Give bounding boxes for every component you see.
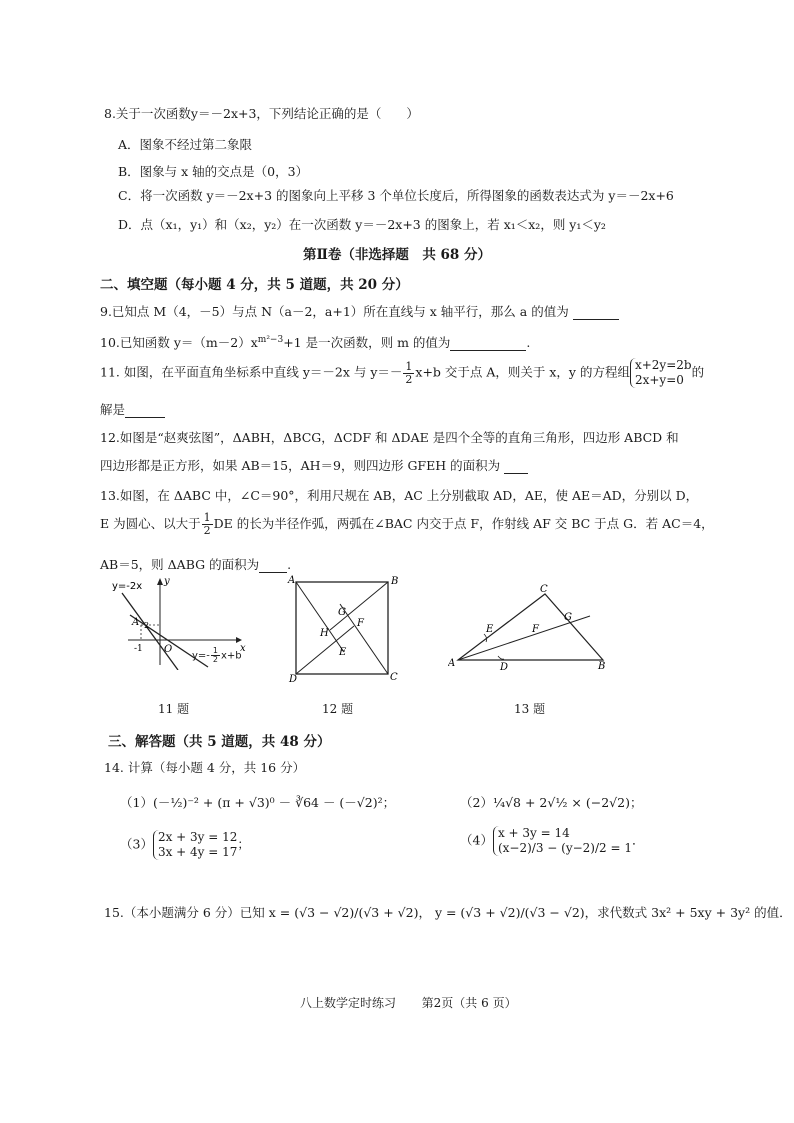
f12-label-h: H <box>320 628 329 639</box>
f12-label-g: G <box>338 607 346 618</box>
q14-title: 14. 计算（每小题 4 分，共 16 分） <box>104 760 306 775</box>
q13-fraction: $\frac{1}{2}$ <box>203 511 211 537</box>
f13-label-b: B <box>598 661 606 670</box>
q14-part4-system: x + 3y = 14 (x−2)/3 − (y−2)/2 = 1 <box>493 826 632 856</box>
q8-option-b: B．图象与 x 轴的交点是（0，3） <box>118 164 309 179</box>
q15-post: ，求代数式 3x² + 5xy + 3y² 的值． <box>584 905 792 920</box>
f11-label-m1: -1 <box>134 644 143 654</box>
f12-label-e: E <box>339 647 347 658</box>
q15-x: x = (√3 − √2)/(√3 + √2) <box>268 905 419 920</box>
q13-line2-post: DE 的长为半径作弧，两弧在∠BAC 内交于点 F，作射线 AF 交 BC 于点 G．若 AC＝4， <box>213 516 714 531</box>
f12-label-b: B <box>391 576 399 587</box>
q11-answer-label: 解是 <box>100 402 126 417</box>
f13-label-f: F <box>532 624 539 635</box>
f11-label-a: A <box>132 617 140 628</box>
q8-option-c: C．将一次函数 y＝－2x+3 的图象向上平移 3 个单位长度后，所得图象的函数表达式为 y＝－2x+6 <box>118 188 674 203</box>
q10-post: +1 是一次函数，则 m 的值为 <box>283 335 451 350</box>
q13-line3: AB＝5，则 ΔABG 的面积为 . <box>100 557 292 572</box>
q14-part3-label: （3） <box>120 836 153 852</box>
q10-exponent: m²−3 <box>257 334 284 345</box>
f12-label-a: A <box>288 575 296 586</box>
figure-12 <box>284 574 404 684</box>
f11-label-o: O <box>164 644 173 655</box>
footer <box>300 994 517 1011</box>
f13-label-c: C <box>540 584 548 595</box>
f13-label-d: D <box>500 662 509 670</box>
q11-tail: 的 <box>691 364 705 380</box>
q12-answer-blank <box>504 473 528 474</box>
f13-caption: 13 题 <box>514 702 546 716</box>
figure-13 <box>448 580 618 670</box>
f11-label-eq2: y=- $\frac{1}{2}$ x+b <box>192 646 242 664</box>
q9-answer-blank <box>573 319 619 320</box>
f13-triangle-abc <box>458 594 603 660</box>
q14-part4-label: （4） <box>460 832 493 848</box>
f11-label-eq1: y=-2x <box>112 581 143 592</box>
q10-pre: 10.已知函数 y＝（m－2）x <box>100 335 258 350</box>
q11-mid: x+b 交于点 A，则关于 x，y 的方程组 <box>415 364 630 380</box>
q10-text <box>100 333 530 351</box>
footer-left: 八上数学定时练习 <box>300 996 397 1010</box>
q15-text: 15.（本小题满分 6 分）已知 x = (√3 − √2)/(√3 + √2)， y = (√3 + √2)/(√3 − √2)，求代数式 3x² + 5xy + 3y² 的值． <box>104 905 792 920</box>
q15-y: y = (√3 + √2)/(√3 − √2) <box>434 905 585 920</box>
q13-answer-blank <box>259 572 287 573</box>
q14-part3-system: 2x + 3y = 12 3x + 4y = 17 <box>153 830 237 860</box>
f13-label-e: E <box>486 624 494 635</box>
section2-title: 二、填空题（每小题 4 分，共 5 道题，共 20 分） <box>100 277 409 293</box>
f12-outer-square <box>296 582 388 674</box>
q8-option-d: D．点（x₁，y₁）和（x₂，y₂）在一次函数 y＝－2x+3 的图象上，若 x₁＜x₂，则 y₁＜y₂ <box>118 217 606 232</box>
q14-part4: （4） x + 3y = 14 (x−2)/3 − (y−2)/2 = 1 ． <box>460 826 645 855</box>
q13-line3-text: AB＝5，则 ΔABG 的面积为 <box>100 557 260 572</box>
q11-system: x+2y=2b 2x+y=0 <box>630 358 692 388</box>
part2-title: 第Ⅱ卷（非选择题 共 68 分） <box>302 247 492 263</box>
q14-part1: （1）(－½)⁻² + (π + √3)⁰ － ∛64 － (－√2)²； <box>120 795 396 810</box>
f12-label-d: D <box>289 674 298 684</box>
f11-label-x: x <box>240 643 246 654</box>
q8-option-a: A．图象不经过第二象限 <box>118 137 253 152</box>
f13-label-a: A <box>448 658 456 669</box>
q13-line2 <box>100 512 714 537</box>
q11-text <box>100 358 704 388</box>
q8-stem: 8.关于一次函数y＝－2x+3，下列结论正确的是（ ） <box>104 106 419 121</box>
q14-part2: （2）¼√8 + 2√½ × (−2√2)； <box>460 795 643 810</box>
f12-caption: 12 题 <box>322 702 354 716</box>
q12-line2 <box>100 456 528 474</box>
q9-text <box>100 302 619 320</box>
q11-answer-line <box>100 400 165 418</box>
footer-right: 第2页（共 6 页） <box>421 996 517 1010</box>
f11-y-arrow <box>157 578 163 585</box>
f13-arc-d <box>498 656 504 659</box>
q11-fraction: $\frac{1}{2}$ <box>405 359 413 386</box>
q13-line1: 13.如图，在 ΔABC 中，∠C＝90°，利用尺规在 AB，AC 上分别截取 AD，AE，使 AE＝AD，分别以 D， <box>100 488 699 503</box>
q10-answer-blank <box>450 350 526 351</box>
f11-line-y-neg2x <box>122 593 178 670</box>
f13-label-g: G <box>564 612 572 623</box>
q13-line2-pre: E 为圆心、以大于 <box>100 516 201 531</box>
f13-arc-e <box>484 634 487 642</box>
f12-line-a <box>296 582 344 652</box>
f12-label-f: F <box>357 618 364 629</box>
f12-label-c: C <box>390 672 398 683</box>
section3-title: 三、解答题（共 5 道题，共 48 分） <box>108 734 331 750</box>
q11-pre: 11. 如图，在平面直角坐标系中直线 y＝－2x 与 y＝－ <box>100 364 403 380</box>
q12-line1: 12.如图是“赵爽弦图”，ΔABH，ΔBCG，ΔCDF 和 ΔDAE 是四个全等的直角三角形，四边形 ABCD 和 <box>100 430 679 445</box>
f11-caption: 11 题 <box>158 702 190 716</box>
f11-label-y: y <box>164 576 170 587</box>
f12-line-c <box>340 604 388 674</box>
q11-answer-blank <box>125 417 165 418</box>
q12-line2-text: 四边形都是正方形，如果 AB＝15，AH＝9，则四边形 GFEH 的面积为 <box>100 458 501 473</box>
q15-pre: 15.（本小题满分 6 分）已知 <box>104 905 265 920</box>
f11-label-2: 2 <box>144 621 150 630</box>
q9-stem: 9.已知点 M（4，－5）与点 N（a－2，a+1）所在直线与 x 轴平行，那么 a 的值为 <box>100 304 569 319</box>
q14-part3: （3） 2x + 3y = 12 3x + 4y = 17 ； <box>120 830 250 859</box>
q10-end: . <box>526 335 531 350</box>
